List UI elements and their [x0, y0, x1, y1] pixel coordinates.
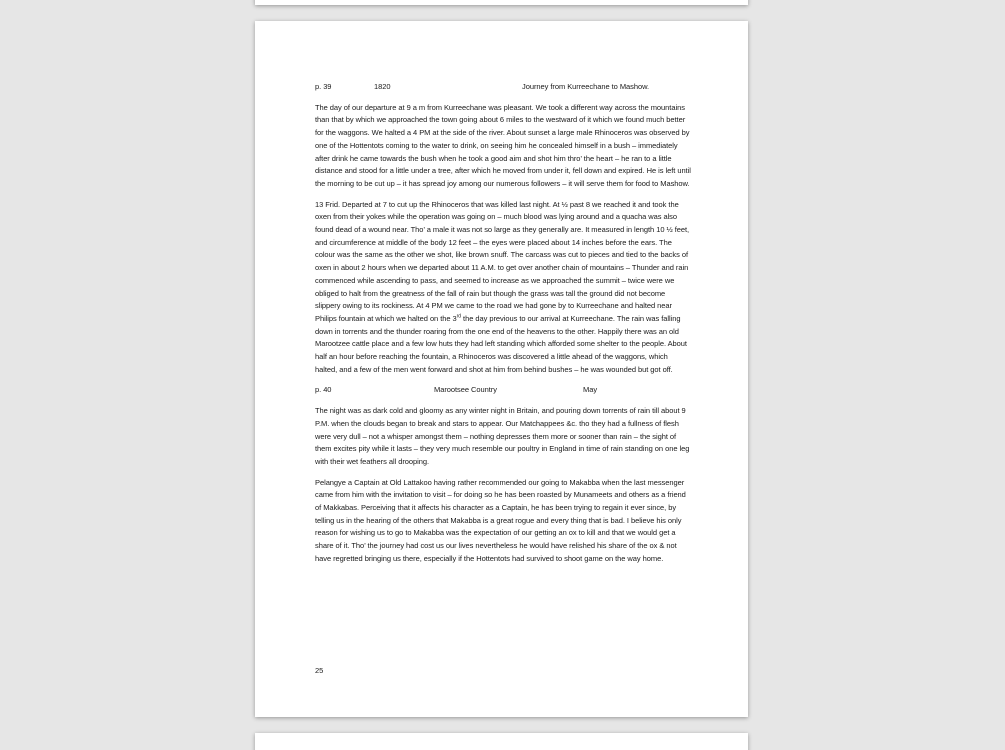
paragraph-friday-part-b: the day previous to our arrival at Kurreechane. The rain was falling down in torrents and the thunder roaring from the one end of the heavens to the other. Happily there was an old Marootzee cattle place and a few low huts they had left standing which afforded some shelter to the people. About half an hour before reaching the fountain, a Rhinoceros was discovered a little ahead of the waggons, which halted, and a few of the men went forward and shot at him from behind bushes – he was wounded but got off.	[315, 313, 687, 374]
previous-page	[255, 0, 748, 5]
superscript-ordinal: rd	[456, 313, 462, 320]
header-year: 1820	[374, 82, 391, 91]
page-header-39	[315, 81, 691, 94]
paragraph-friday-part-a: 13 Frid. Departed at 7 to cut up the Rhinoceros that was killed last night. At ½ past 8 we reached it and took the oxen from their yokes while the operation was going on – much blood was lying around and a quacha was also found dead of a wound near. Tho’ a male it was not so large as they generally are. It measured in length 10 ½ feet, and circumference at middle of the body 12 feet – the eyes were placed about 14 inches before the ears. The colour was the same as the other we shot, like brown snuff. The carcass was cut to pieces and tied to the backs of oxen in about 2 hours when we departed about 11 A.M. to get over another chain of mountains – Thunder and rain commenced while ascending to pass, and seemed to increase as we approached the summit – twice were we obliged to halt from the greatness of the fall of rain but though the grass was tall the ground did not become slippery owing to its rockiness. At 4 PM we came to the road we had gone by to Kurreechane and halted near Philips fountain at which we halted on the 3	[315, 199, 690, 323]
header-page-ref-2: p. 40	[315, 385, 332, 395]
header-month: May	[583, 385, 598, 395]
next-page	[255, 733, 748, 750]
page-header-40	[315, 384, 691, 397]
document-page	[255, 21, 748, 717]
page-number: 25	[315, 666, 324, 675]
page-content	[315, 81, 691, 574]
paragraph-friday	[315, 199, 691, 377]
paragraph-pelangye: Pelangye a Captain at Old Lattakoo having rather recommended our going to Makabba when the last messenger came from him with the invitation to visit – for doing so he has been roasted by Munameets and others as a friend of Makkabas. Perceiving that it affects his character as a Captain, he has been trying to regain it ever since, by telling us in the hearing of the others that Makabba is a great rogue and every thing that is bad. I believe his only reason for wishing us to go to Makabba was the expectation of our getting an ox to kill and that we would get a share of it. Tho’ the journey had cost us our lives nevertheless he would have relished his share of the ox & not have regretted bringing us there, especially if the Hottentots had survived to shoot game on the way home.	[315, 477, 686, 563]
paragraph-departure: The day of our departure at 9 a m from Kurreechane was pleasant. We took a different way across the mountains than that by which we approached the town going about 6 miles to the westward of it which we found much better for the waggons. We halted a 4 PM at the side of the river. About sunset a large male Rhinoceros was observed by one of the Hottentots coming to the water to drink, on seeing him he concealed himself in a bush – immediately after drink he came towards the bush when he took a good aim and shot him thro’ the heart – he ran to a little distance and stood for a little under a tree, after which he moved from under it, fell down and expired. He is left until the morning to be cut up – it has spread joy among our numerous followers – it will serve them for food to Mashow.	[315, 102, 691, 188]
header-title: Journey from Kurreechane to Mashow.	[522, 82, 650, 91]
paragraph-night: The night was as dark cold and gloomy as any winter night in Britain, and pouring down torrents of rain till about 9 P.M. when the clouds began to break and stars to appear. Our Matchappees &c. tho they had a fullness of flesh were very dull – not a whisper amongst them – nothing depresses them more or sooner than rain – the sight of them excites pity while it lasts – they very much resemble our poultry in England in time of rain standing on one leg with their wet feathers all drooping.	[315, 406, 690, 466]
header-page-ref: p. 39	[315, 82, 332, 91]
header-place: Marootsee Country	[434, 385, 497, 395]
